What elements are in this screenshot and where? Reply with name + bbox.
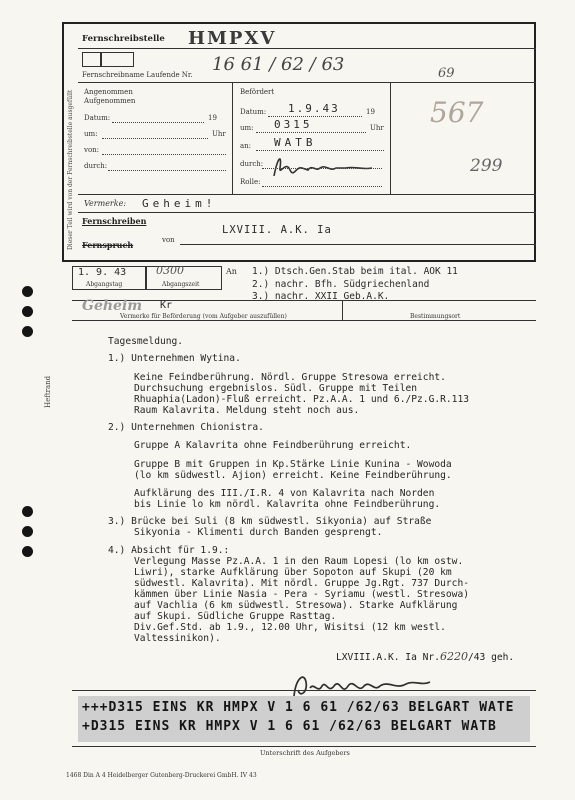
reference-line [336,650,514,663]
margin-label: Heftrand [44,375,52,408]
body-line: Raum Kalavrita. Meldung steht noch aus. [134,405,360,416]
body-line: Div.Gef.Std. ab 1.9., 12.00 Uhr, Wisitsi (12 km westl. [134,622,446,633]
mode-von: von [162,236,175,244]
side-note: Dieser Teil wird von der Fernschreibstelle ausgefüllt [67,89,74,250]
body-line: kämmen über Linie Nasia - Pera - Syriamu (westl. Stresowa) [134,589,470,600]
body-line: Liwri), starke Aufklärung über Sopoton auf Skupi (20 km [134,567,452,578]
body-line: Sikyonia - Klimenti durch Banden gesprengt. [134,527,383,538]
header-title: Fernschreibstelle [82,34,165,44]
punch-hole-4 [22,506,33,517]
sent-um-label: um: [240,124,254,132]
dispatch-date-label: Abgangstag [86,281,123,288]
header-sub-label: Fernschreibname Laufende Nr. [82,71,193,79]
punch-hole-5 [22,526,33,537]
bestimmung-label: Bestimmungsort [410,313,461,320]
received-um-label: um: [84,130,98,138]
handwritten-number-2: 299 [470,156,503,176]
signature-label: Unterschrift des Aufgebers [260,749,350,757]
punch-hole-1 [22,286,33,297]
corner-number: 69 [438,66,455,81]
punch-hole-3 [22,326,33,337]
running-number: 16 61 / 62 / 63 [212,54,345,75]
punch-hole-6 [22,546,33,557]
received-label-in: Angenommen [84,88,133,96]
teletype-form: Heftrand Dieser Teil wird von der Fernschreibstelle ausgefüllt Fernschreibstelle HMPXV 16 61 / 62 / 63 69 Fernschreibname Laufende Nr. Angenommen Aufgenommen Datum: 19 um: Uhr von: durch: Befördert Datum: 1.9.43 19 um: 0315 Uhr an: WATB durch: Rolle: 567 299 Vermerke: Geheim! Fernschreiben Fernspruch von LXVIII. A.K. Ia 1. 9. 43 0300 Abgangstag Abgangszeit An 1.) Dtsch.Gen.Stab beim ital. AOK 11 2.) nachr. Bfh. Südgriechenland 3.) nachr. XXII Geb.A.K. Geheim Kr Vermerke für Beförderung (vom Aufgeber auszufüllen) Bestimmungsort Tagesmeldung. 1.) Unternehmen Wytina. Keine Feindberührung. Nördl. Gruppe Stresowa erreicht. Durchsuchung ergebnislos. Südl. Gruppe mit Teilen Rhuaphia(Ladon)-Fluß erreicht. Pz.A.A. 1 und 6./Pz.G.R.113 Raum Kalavrita. Meldung steht noch aus. 2.) Unternehmen Chionistra. Gruppe A Kalavrita ohne Feindberührung erreicht. Gruppe B mit Gruppen in Kp.Stärke Linie Kunina - Wowoda (lo km südwestl. Ajion) erreicht. Keine Feindberührung. Aufklärung des III./I.R. 4 von Kalavrita nach Norden bis Linie lo km nördl. Kalavrita ohne Feindberührung. 3.) Brücke bei Suli (8 km südwestl. Sikyonia) auf Straße Sikyonia - Klimenti durch Banden gesprengt. 4.) Absicht für 1.9.: Verlegung Masse Pz.A.A. 1 in den Raum Lopesi (lo km ostw. Liwri), starke Aufklärung über Sopoton auf Skupi (20 km südwestl. Kalavrita). Mit nördl. Gruppe Jg.Rgt. 737 Durch- kämmen über Linie Nasia - Pera - Syriamu (westl. Stresowa) auf Vachlia (6 km südwestl. Stresowa). Starke Aufklärung auf Skupi. Südliche Gruppe Rasttag. Div.Gef.Std. ab 1.9., 12.00 Uhr, Wisitsi (12 km westl. Valtessinikon). LXVIII.A.K. Ia Nr.6220/43 geh. +++D315 EINS KR HMPX V 1 6 61 /62/63 BELGART WATE +D315 EINS KR HMPX V 1 6 61 /62/63 BELGART WATB Unterschrift des Aufgebers 1468 Din A 4 Heidelberger Gutenberg-Druckerei GmbH. IV 43 [0,0,575,800]
tape-line-1: +++D315 EINS KR HMPX V 1 6 61 /62/63 BELGART WATE [82,700,515,715]
sent-an-label: an: [240,142,252,150]
an-label: An [226,267,237,276]
reference-prefix: LXVIII.A.K. Ia Nr. [336,652,440,663]
sent-label: Befördert [240,88,275,96]
printer-note: 1468 Din A 4 Heidelberger Gutenberg-Druckerei GmbH. IV 43 [66,772,257,779]
body-line: Aufklärung des III./I.R. 4 von Kalavrita nach Norden [134,488,435,499]
kr-label: Kr [160,300,173,311]
received-label-auf: Aufgenommen [84,97,136,105]
body-line: auf Skupi. Südliche Gruppe Rasttag. [134,611,337,622]
vermerk-label: Vermerke für Beförderung (vom Aufgeber auszufüllen) [120,313,287,320]
body-line: (lo km südwestl. Ajion) erreicht. Keine Feindberührung. [134,470,452,481]
dispatch-time-label: Abgangszeit [162,281,200,288]
teleprinter-tape [78,696,530,742]
recipient-3: 3.) nachr. XXII Geb.A.K. [252,291,390,302]
body-line: Rhuaphia(Ladon)-Fluß erreicht. Pz.A.A. 1 und 6./Pz.G.R.113 [134,394,470,405]
body-line: Valtessinikon). [134,633,221,644]
mode-fernschreiben: Fernschreiben [82,216,147,226]
body-line: Keine Feindberührung. Nördl. Gruppe Stresowa erreicht. [134,372,446,383]
vermerke-value: Geheim! [142,197,217,210]
mode-fernspruch: Fernspruch [82,240,134,250]
sender-unit: LXVIII. A.K. Ia [222,224,332,236]
vermerke-label: Vermerke: [84,199,127,208]
handwritten-number-1: 567 [430,96,484,129]
reference-suffix: /43 geh. [467,652,515,663]
body-line: 1.) Unternehmen Wytina. [108,353,241,364]
body-line: bis Linie lo km nördl. Kalavrita ohne Feindberührung. [134,499,441,510]
header-stamp: HMPXV [188,28,277,49]
body-line: südwestl. Kalavrita). Mit nördl. Gruppe Jg.Rgt. 737 Durch- [134,578,470,589]
dispatch-date: 1. 9. 43 [78,267,127,278]
body-line: Durchsuchung ergebnislos. Südl. Gruppe mit Teilen [134,383,418,394]
report-title: Tagesmeldung. [108,336,184,347]
sent-durch-label: durch: [240,160,264,168]
operator-signature [268,150,384,184]
body-line: Gruppe A Kalavrita ohne Feindberührung erreicht. [134,440,412,451]
body-line: 4.) Absicht für 1.9.: [108,545,230,556]
received-datum-label: Datum: [84,114,111,122]
body-line: 3.) Brücke bei Suli (8 km südwestl. Sikyonia) auf Straße [108,516,432,527]
sent-datum-value: 1.9.43 [288,102,340,115]
reference-number: 6220 [439,650,468,663]
sent-datum-label: Datum: [240,108,267,116]
recipient-1: 1.) Dtsch.Gen.Stab beim ital. AOK 11 [252,266,458,277]
received-von-label: von: [84,146,100,154]
recipient-2: 2.) nachr. Bfh. Südgriechenland [252,279,430,290]
sent-um-value: 0315 [274,118,313,131]
body-line: Verlegung Masse Pz.A.A. 1 in den Raum Lopesi (lo km ostw. [134,556,464,567]
punch-hole-2 [22,306,33,317]
received-durch-label: durch: [84,162,108,170]
sent-rolle-label: Rolle: [240,178,261,186]
secret-stamp: Geheim [82,298,143,314]
sent-an-value: WATB [274,136,317,149]
body-line: 2.) Unternehmen Chionistra. [108,422,264,433]
tape-line-2: +D315 EINS KR HMPX V 1 6 61 /62/63 BELGART WATB [82,719,497,734]
body-line: auf Vachlia (6 km südwestl. Stresowa). Starke Aufklärung [134,600,458,611]
body-line: Gruppe B mit Gruppen in Kp.Stärke Linie Kunina - Wowoda [134,459,452,470]
dispatch-time: 0300 [156,264,184,277]
